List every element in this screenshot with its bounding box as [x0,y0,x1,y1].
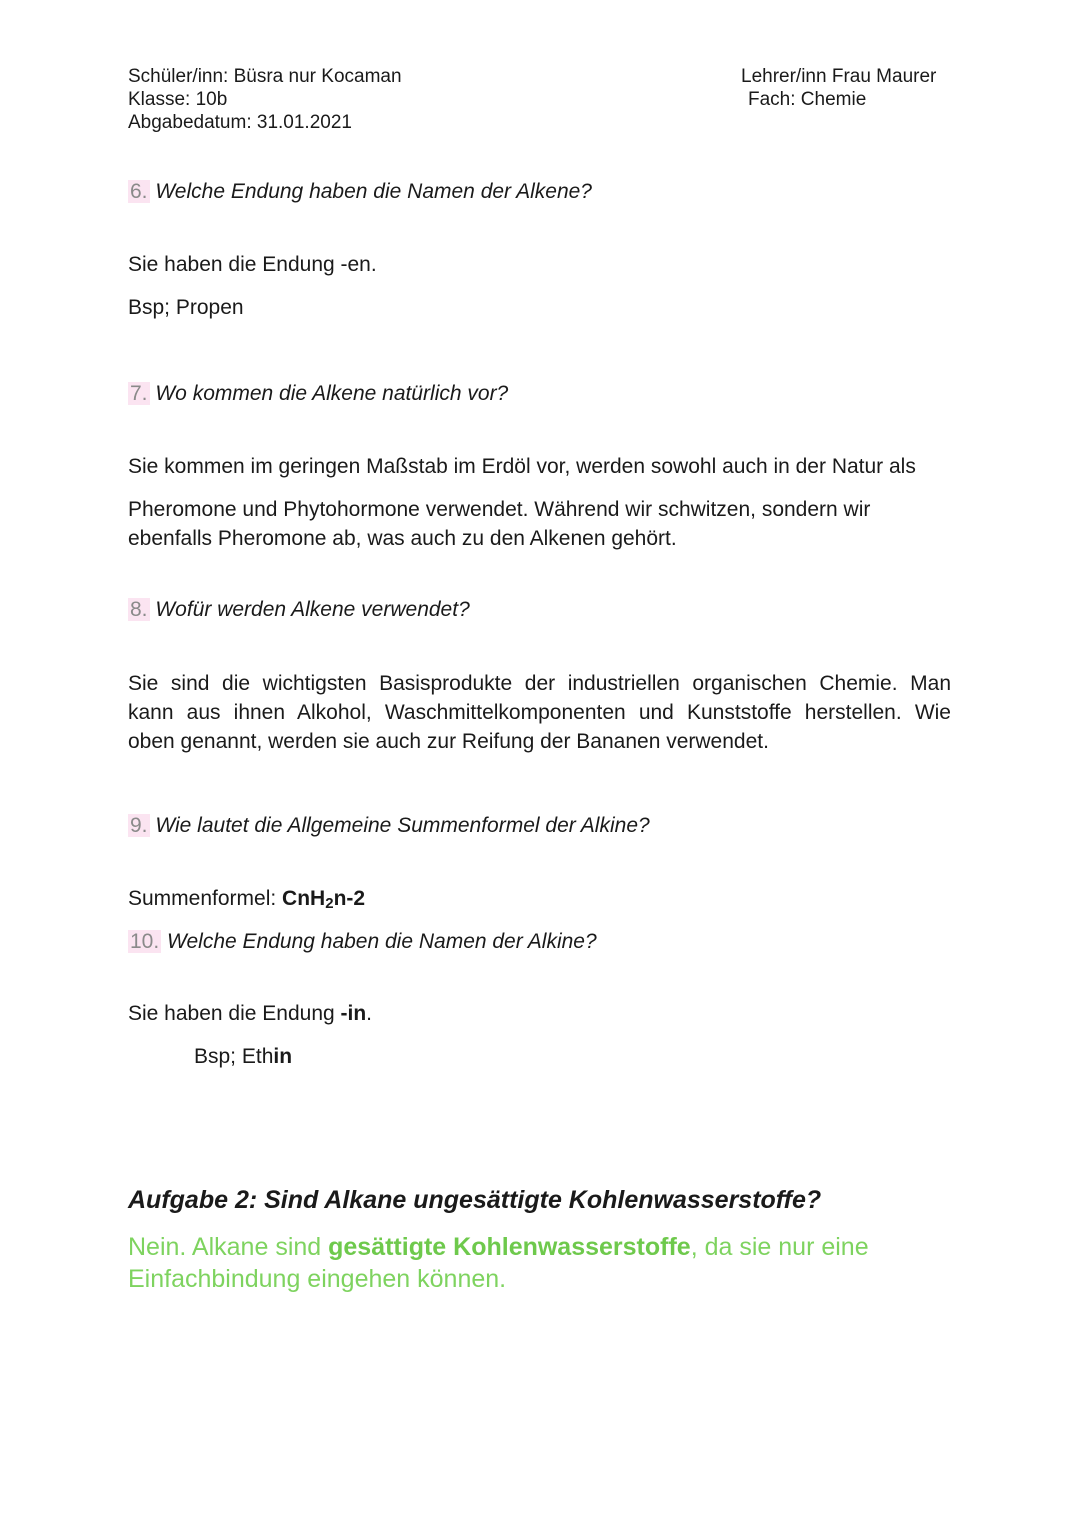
question-number: 7. [130,382,148,405]
question-9 [128,814,650,838]
subject-label: Fach: Chemie [748,89,867,110]
student-name: Schüler/inn: Büsra nur Kocaman [128,66,402,87]
task-2-answer-prefix: Nein. Alkane sind [128,1233,329,1261]
question-number: 8. [130,598,148,621]
task-2-answer-line-2: Einfachbindung eingehen können. [128,1265,507,1293]
question-7 [128,382,508,406]
answer-suffix: . [366,1002,373,1025]
answer-8 [128,669,951,756]
formula-label: Summenformel: [128,887,283,910]
answer-prefix: Sie haben die Endung [128,1002,341,1025]
question-8 [128,598,470,622]
question-text: Welche Endung haben die Namen der Alkene? [155,180,592,203]
example-bold: in [273,1045,293,1068]
answer-10 [128,1002,372,1026]
class-label: Klasse: 10b [128,89,228,110]
question-6 [128,180,592,204]
formula-value: CnH2n-2 [282,887,366,912]
answer-8-line-1: Sie sind die wichtigsten Basisprodukte der industriellen organischen Chemie. Man [128,672,951,695]
answer-9 [128,887,365,912]
answer-6: Sie haben die Endung -en. [128,253,377,276]
question-text: Welche Endung haben die Namen der Alkine? [167,930,597,953]
example-prefix: Bsp; Eth [194,1045,274,1068]
example-6: Bsp; Propen [128,296,244,319]
answer-8-line-3: oben genannt, werden sie auch zur Reifung der Bananen verwendet. [128,730,769,753]
answer-7-line-1: Sie kommen im geringen Maßstab im Erdöl vor, werden sowohl auch in der Natur als [128,455,916,478]
question-10 [128,930,597,954]
question-number: 9. [130,814,148,837]
answer-7-line-3: ebenfalls Pheromone ab, was auch zu den Alkenen gehört. [128,527,677,550]
example-10 [194,1045,292,1069]
due-date: Abgabedatum: 31.01.2021 [128,112,352,133]
question-number: 6. [130,180,148,203]
question-number: 10. [130,930,160,953]
task-2-answer-suffix: , da sie nur eine [690,1233,869,1261]
teacher-name: Lehrer/inn Frau Maurer [741,66,937,87]
task-2-title: Aufgabe 2: Sind Alkane ungesättigte Kohlenwasserstoffe? [128,1186,822,1214]
question-text: Wofür werden Alkene verwendet? [155,598,470,621]
question-text: Wo kommen die Alkene natürlich vor? [155,382,509,405]
task-2-answer-bold: gesättigte Kohlenwasserstoffe [328,1233,691,1261]
answer-8-line-2: kann aus ihnen Alkohol, Waschmittelkomponenten und Kunststoffe herstellen. Wie [128,701,951,724]
question-text: Wie lautet die Allgemeine Summenformel der Alkine? [155,814,650,837]
answer-7-line-2: Pheromone und Phytohormone verwendet. Während wir schwitzen, sondern wir [128,498,871,521]
task-2-answer-line-1 [128,1231,869,1263]
answer-bold: -in [340,1002,367,1025]
